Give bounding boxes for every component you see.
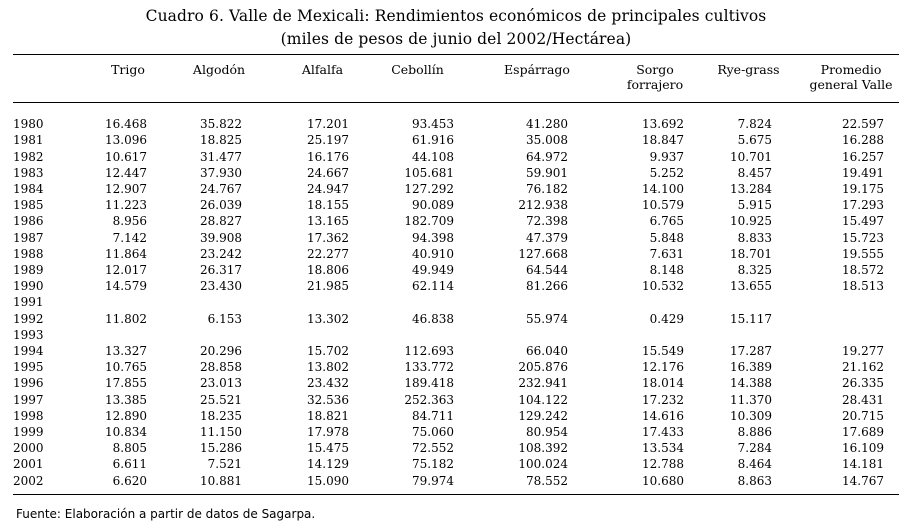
esparrago-cell: 78.552 [526,473,568,488]
promedio-cell: 15.497 [842,214,884,229]
ryegrass-cell: 17.287 [730,344,772,359]
promedio-cell: 22.597 [842,117,884,132]
sorgo-cell: 0.429 [649,311,684,326]
cebollin-cell: 90.089 [412,198,454,213]
ryegrass-cell: 8.886 [737,425,772,440]
ryegrass-cell: 7.284 [737,441,772,456]
algodon-cell: 26.317 [200,263,242,278]
sorgo-cell: 15.549 [642,344,684,359]
cebollin-cell: 40.910 [412,246,454,261]
sorgo-cell [588,327,698,343]
algodon-cell: 18.235 [200,408,242,423]
cebollin-cell: 84.711 [412,408,454,423]
esparrago-cell: 108.392 [518,441,568,456]
esparrago-cell: 232.941 [518,376,568,391]
promedio-cell [785,294,899,310]
table-row [13,230,899,246]
ryegrass-cell: 11.370 [730,392,772,407]
sorgo-cell: 14.616 [642,408,684,423]
trigo-cell: 13.327 [105,344,147,359]
cebollin-cell: 127.292 [404,182,454,196]
cebollin-cell: 61.916 [412,133,454,148]
sorgo-cell: 5.848 [649,230,684,245]
header-algodon: Algodón [192,62,246,77]
year-cell: 1992 [13,311,44,326]
ryegrass-cell: 5.915 [737,198,772,213]
table-row [13,327,899,343]
trigo-cell: 12.890 [105,408,147,423]
alfalfa-cell: 21.985 [307,279,349,294]
alfalfa-cell: 32.536 [307,392,349,407]
trigo-cell: 10.834 [105,425,147,440]
sorgo-cell: 13.534 [642,441,684,456]
alfalfa-cell: 17.978 [307,425,349,440]
alfalfa-cell: 25.197 [307,133,349,148]
year-cell: 1996 [13,376,44,391]
promedio-cell: 21.162 [842,360,884,375]
ryegrass-cell: 18.701 [730,246,772,261]
header-gap [13,100,899,116]
promedio-cell: 26.335 [842,376,884,391]
alfalfa-cell: 13.165 [307,214,349,229]
promedio-cell: 14.181 [842,457,884,472]
sorgo-cell: 8.148 [649,263,684,278]
year-cell: 1986 [13,214,44,229]
sorgo-cell: 14.100 [642,182,684,196]
alfalfa-cell: 22.277 [307,246,349,261]
alfalfa-cell: 13.802 [307,360,349,375]
ryegrass-cell: 8.863 [737,473,772,488]
promedio-cell: 17.293 [842,198,884,213]
ryegrass-cell [698,327,785,343]
header-cebollin: Cebollín [391,62,444,77]
year-cell: 2000 [13,441,44,456]
table-row [13,213,899,229]
year-cell: 1991 [13,295,44,310]
bottom-rule [13,494,899,495]
trigo-cell: 16.468 [105,117,147,132]
algodon-cell: 7.521 [207,457,242,472]
sorgo-cell: 10.532 [642,279,684,294]
promedio-cell [785,311,899,327]
algodon-cell: 23.430 [200,279,242,294]
trigo-cell: 11.864 [105,246,147,261]
esparrago-cell: 104.122 [518,392,568,407]
ryegrass-cell: 14.388 [730,376,772,391]
table-row [13,359,899,375]
alfalfa-cell: 15.090 [307,473,349,488]
esparrago-cell: 47.379 [526,230,568,245]
cebollin-cell: 105.681 [404,165,454,180]
algodon-cell: 25.521 [200,392,242,407]
algodon-cell: 23.013 [200,376,242,391]
esparrago-cell: 72.398 [526,214,568,229]
header-row [13,62,899,100]
header-sorgo-line1: Sorgo [636,62,674,77]
trigo-cell: 12.907 [105,182,147,196]
table-row [13,165,899,181]
sorgo-cell: 17.232 [642,392,684,407]
sorgo-cell: 13.692 [642,117,684,132]
esparrago-cell [468,327,588,343]
trigo-cell: 8.805 [112,441,147,456]
promedio-cell: 15.723 [842,230,884,245]
alfalfa-cell: 23.432 [307,376,349,391]
alfalfa-cell: 15.475 [307,441,349,456]
sorgo-cell: 6.765 [649,214,684,229]
trigo-cell: 10.617 [105,149,147,164]
promedio-cell: 20.715 [842,408,884,423]
alfalfa-cell: 16.176 [307,149,349,164]
ryegrass-cell: 10.701 [730,149,772,164]
table-row [13,392,899,408]
esparrago-cell: 80.954 [526,425,568,440]
algodon-cell: 23.242 [200,246,242,261]
trigo-cell [68,327,160,343]
cebollin-cell: 112.693 [404,344,454,359]
esparrago-cell: 212.938 [518,198,568,213]
cebollin-cell: 75.182 [412,457,454,472]
algodon-cell: 24.767 [200,182,242,196]
table-title: Cuadro 6. Valle de Mexicali: Rendimientos económicos de principales cultivos [145,7,767,25]
esparrago-cell: 129.242 [518,408,568,423]
table-row [13,375,899,391]
cebollin-cell: 94.398 [412,230,454,245]
esparrago-cell: 55.974 [526,311,568,326]
cebollin-cell: 79.974 [412,473,454,488]
trigo-cell: 17.855 [105,376,147,391]
table-row [13,440,899,456]
ryegrass-cell: 13.655 [730,279,772,294]
year-cell: 1982 [13,149,44,164]
trigo-cell: 12.017 [105,263,147,278]
ryegrass-cell: 8.833 [737,230,772,245]
algodon-cell [160,294,258,310]
table-row [13,343,899,359]
trigo-cell: 13.096 [105,133,147,148]
cebollin-cell: 44.108 [412,149,454,164]
header-alfalfa: Alfalfa [301,62,344,77]
ryegrass-cell: 5.675 [737,133,772,148]
ryegrass-cell: 15.117 [730,311,772,326]
ryegrass-cell: 10.925 [730,214,772,229]
year-cell: 1989 [13,263,44,278]
algodon-cell: 35.822 [200,117,242,132]
alfalfa-cell [258,294,361,310]
esparrago-cell: 100.024 [518,457,568,472]
promedio-cell: 19.277 [842,344,884,359]
alfalfa-cell: 18.155 [307,198,349,213]
table-row [13,132,899,148]
ryegrass-cell: 7.824 [737,117,772,132]
algodon-cell: 39.908 [200,230,242,245]
promedio-cell [785,327,899,343]
alfalfa-cell: 13.302 [307,311,349,326]
table-row [13,408,899,424]
year-cell: 2002 [13,473,44,488]
alfalfa-cell: 14.129 [307,457,349,472]
trigo-cell: 13.385 [105,392,147,407]
promedio-cell: 16.257 [842,149,884,164]
alfalfa-cell: 18.821 [307,408,349,423]
header-promedio-line1: Promedio [820,62,882,77]
sorgo-cell: 10.680 [642,473,684,488]
ryegrass-cell: 8.464 [737,457,772,472]
esparrago-cell [468,294,588,310]
ryegrass-cell: 8.325 [737,263,772,278]
ryegrass-cell [698,294,785,310]
algodon-cell [160,327,258,343]
ryegrass-cell: 16.389 [730,360,772,375]
sorgo-cell: 7.631 [649,246,684,261]
algodon-cell: 15.286 [200,441,242,456]
header-sorgo [588,62,698,100]
sorgo-cell: 10.579 [642,198,684,213]
table-row [13,197,899,213]
header-esparrago: Espárrago [504,62,570,77]
esparrago-cell: 205.876 [518,360,568,375]
esparrago-cell: 66.040 [526,344,568,359]
algodon-cell: 18.825 [200,133,242,148]
table-body [13,116,899,489]
year-cell: 1981 [13,133,44,148]
trigo-cell: 11.802 [105,311,147,326]
promedio-cell: 28.431 [842,392,884,407]
year-cell: 1988 [13,246,44,261]
sorgo-cell: 18.014 [642,376,684,391]
cebollin-cell: 93.453 [412,117,454,132]
promedio-cell: 19.175 [842,182,884,196]
table-row [13,181,899,197]
table-row [13,262,899,278]
esparrago-cell: 76.182 [526,182,568,196]
algodon-cell: 6.153 [207,311,242,326]
trigo-cell: 14.579 [105,279,147,294]
esparrago-cell: 127.668 [518,246,568,261]
table-row [13,116,899,132]
algodon-cell: 10.881 [200,473,242,488]
alfalfa-cell: 15.702 [307,344,349,359]
table-row [13,278,899,294]
year-cell: 1985 [13,198,44,213]
sorgo-cell: 17.433 [642,425,684,440]
algodon-cell: 28.858 [200,360,242,375]
year-cell: 1998 [13,408,44,423]
cebollin-cell: 133.772 [404,360,454,375]
alfalfa-cell: 24.947 [307,182,349,196]
esparrago-cell: 59.901 [526,165,568,180]
table-row [13,473,899,489]
year-cell: 1980 [13,117,44,132]
alfalfa-cell: 24.667 [307,165,349,180]
source-note: Fuente: Elaboración a partir de datos de Sagarpa. [16,507,316,521]
cebollin-cell: 189.418 [404,376,454,391]
table-row [13,149,899,165]
promedio-cell: 16.288 [842,133,884,148]
promedio-cell: 19.491 [842,165,884,180]
year-cell: 1999 [13,425,44,440]
cebollin-cell [361,294,468,310]
year-cell: 1984 [13,182,44,196]
alfalfa-cell: 17.201 [307,117,349,132]
alfalfa-cell [258,327,361,343]
cebollin-cell: 252.363 [404,392,454,407]
header-sorgo-line2: forrajero [626,77,684,92]
algodon-cell: 20.296 [200,344,242,359]
year-cell: 1993 [13,327,44,342]
esparrago-cell: 35.008 [526,133,568,148]
year-cell: 1990 [13,279,44,294]
algodon-cell: 37.930 [200,165,242,180]
table-row [13,456,899,472]
header-year [13,62,68,100]
ryegrass-cell: 10.309 [730,408,772,423]
alfalfa-cell: 18.806 [307,263,349,278]
trigo-cell: 6.611 [112,457,147,472]
alfalfa-cell: 17.362 [307,230,349,245]
promedio-cell: 16.109 [842,441,884,456]
year-cell: 2001 [13,457,44,472]
esparrago-cell: 81.266 [526,279,568,294]
trigo-cell: 10.765 [105,360,147,375]
header-promedio [785,62,899,100]
promedio-cell: 18.513 [842,279,884,294]
ryegrass-cell: 8.457 [737,165,772,180]
algodon-cell: 28.827 [200,214,242,229]
sorgo-cell: 5.252 [649,165,684,180]
trigo-cell: 6.620 [112,473,147,488]
table-row [13,311,899,327]
trigo-cell: 8.956 [112,214,147,229]
ryegrass-cell: 13.284 [730,182,772,196]
header-promedio-line2: general Valle [809,77,893,92]
cebollin-cell [361,327,468,343]
top-rule [13,54,899,55]
trigo-cell: 12.447 [105,165,147,180]
cebollin-cell: 182.709 [404,214,454,229]
cebollin-cell: 46.838 [412,311,454,326]
promedio-cell: 18.572 [842,263,884,278]
header-ryegrass: Rye-grass [717,62,780,77]
cebollin-cell: 72.552 [412,441,454,456]
esparrago-cell: 41.280 [526,117,568,132]
year-cell: 1995 [13,360,44,375]
year-cell: 1983 [13,165,44,180]
promedio-cell: 14.767 [842,473,884,488]
trigo-cell: 11.223 [105,198,147,213]
header-trigo: Trigo [111,62,145,77]
sorgo-cell: 12.176 [642,360,684,375]
year-cell: 1987 [13,230,44,245]
table-row [13,294,899,310]
table-row [13,246,899,262]
esparrago-cell: 64.544 [526,263,568,278]
algodon-cell: 26.039 [200,198,242,213]
cebollin-cell: 75.060 [412,425,454,440]
algodon-cell: 31.477 [200,149,242,164]
sorgo-cell: 18.847 [642,133,684,148]
sorgo-cell: 12.788 [642,457,684,472]
algodon-cell: 11.150 [200,425,242,440]
sorgo-cell: 9.937 [649,149,684,164]
promedio-cell: 19.555 [842,246,884,261]
trigo-cell [68,294,160,310]
year-cell: 1994 [13,344,44,359]
esparrago-cell: 64.972 [526,149,568,164]
cebollin-cell: 62.114 [412,279,454,294]
cebollin-cell: 49.949 [412,263,454,278]
sorgo-cell [588,294,698,310]
table-row [13,424,899,440]
trigo-cell: 7.142 [112,230,147,245]
year-cell: 1997 [13,392,44,407]
yield-table [13,62,899,489]
promedio-cell: 17.689 [842,425,884,440]
table-subtitle: (miles de pesos de junio del 2002/Hectárea) [280,30,632,48]
